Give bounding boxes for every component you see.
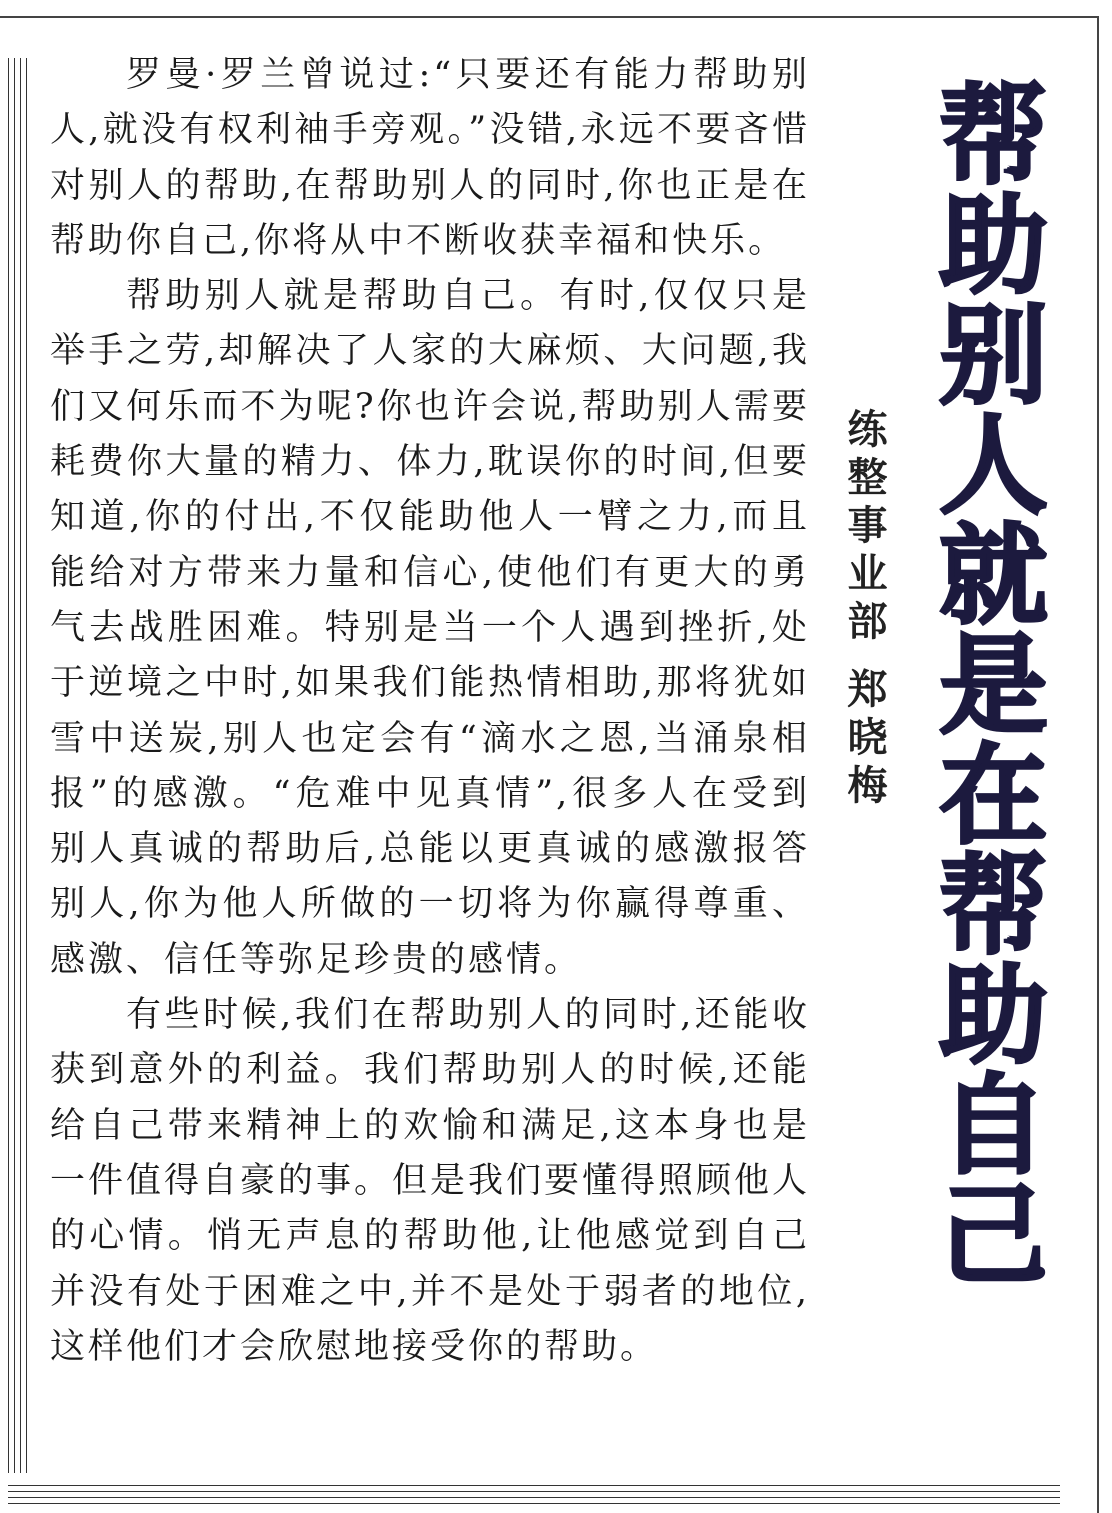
paragraph-3: 有些时候,我们在帮助别人的同时,还能收获到意外的利益。我们帮助别人的时候,还能给自己带来精神上的欢愉和满足,这本身也是一件值得自豪的事。但是我们要懂得照顾他人的心情。悄无声息的帮助他,让他感觉到自己并没有处于困难之中,并不是处于弱者的地位,这样他们才会欣慰地接受你的帮助。 xyxy=(50,995,811,1367)
right-border-rule xyxy=(1097,16,1099,1513)
paragraph-2: 帮助别人就是帮助自己。有时,仅仅只是举手之劳,却解决了人家的大麻烦、大问题,我们又何乐而不为呢?你也许会说,帮助别人需要耗费你大量的精力、体力,耽误你的时间,但要知道,你的付出,不仅能助他人一臂之力,而且能给对方带来力量和信心,使他们有更大的勇气去战胜困难。特别是当一个人遇到挫折,处于逆境之中时,如果我们能热情相助,那将犹如雪中送炭,别人也定会有“滴水之恩,当涌泉相报”的感激。“危难中见真情”,很多人在受到别人真诚的帮助后,总能以更真诚的感激报答别人,你为他人所做的一切将为你赢得尊重、感激、信任等弥足珍贵的感情。 xyxy=(50,276,810,980)
left-border-rules xyxy=(8,58,30,1473)
paragraph-1: 罗曼·罗兰曾说过:“只要还有能力帮助别人,就没有权利袖手旁观。”没错,永远不要吝惜对别人的帮助,在帮助别人的同时,你也正是在帮助你自己,你将从中不断收获幸福和快乐。 xyxy=(50,55,810,261)
article-body xyxy=(50,48,810,1375)
top-border-rule xyxy=(0,16,1098,18)
byline-author: 郑晓梅 xyxy=(841,668,887,812)
byline-department: 练整事业部 xyxy=(841,408,887,648)
byline xyxy=(832,408,888,812)
article-title: 帮助别人就是在帮助自己 xyxy=(921,78,1046,1288)
bottom-border-rules xyxy=(8,1485,1060,1507)
